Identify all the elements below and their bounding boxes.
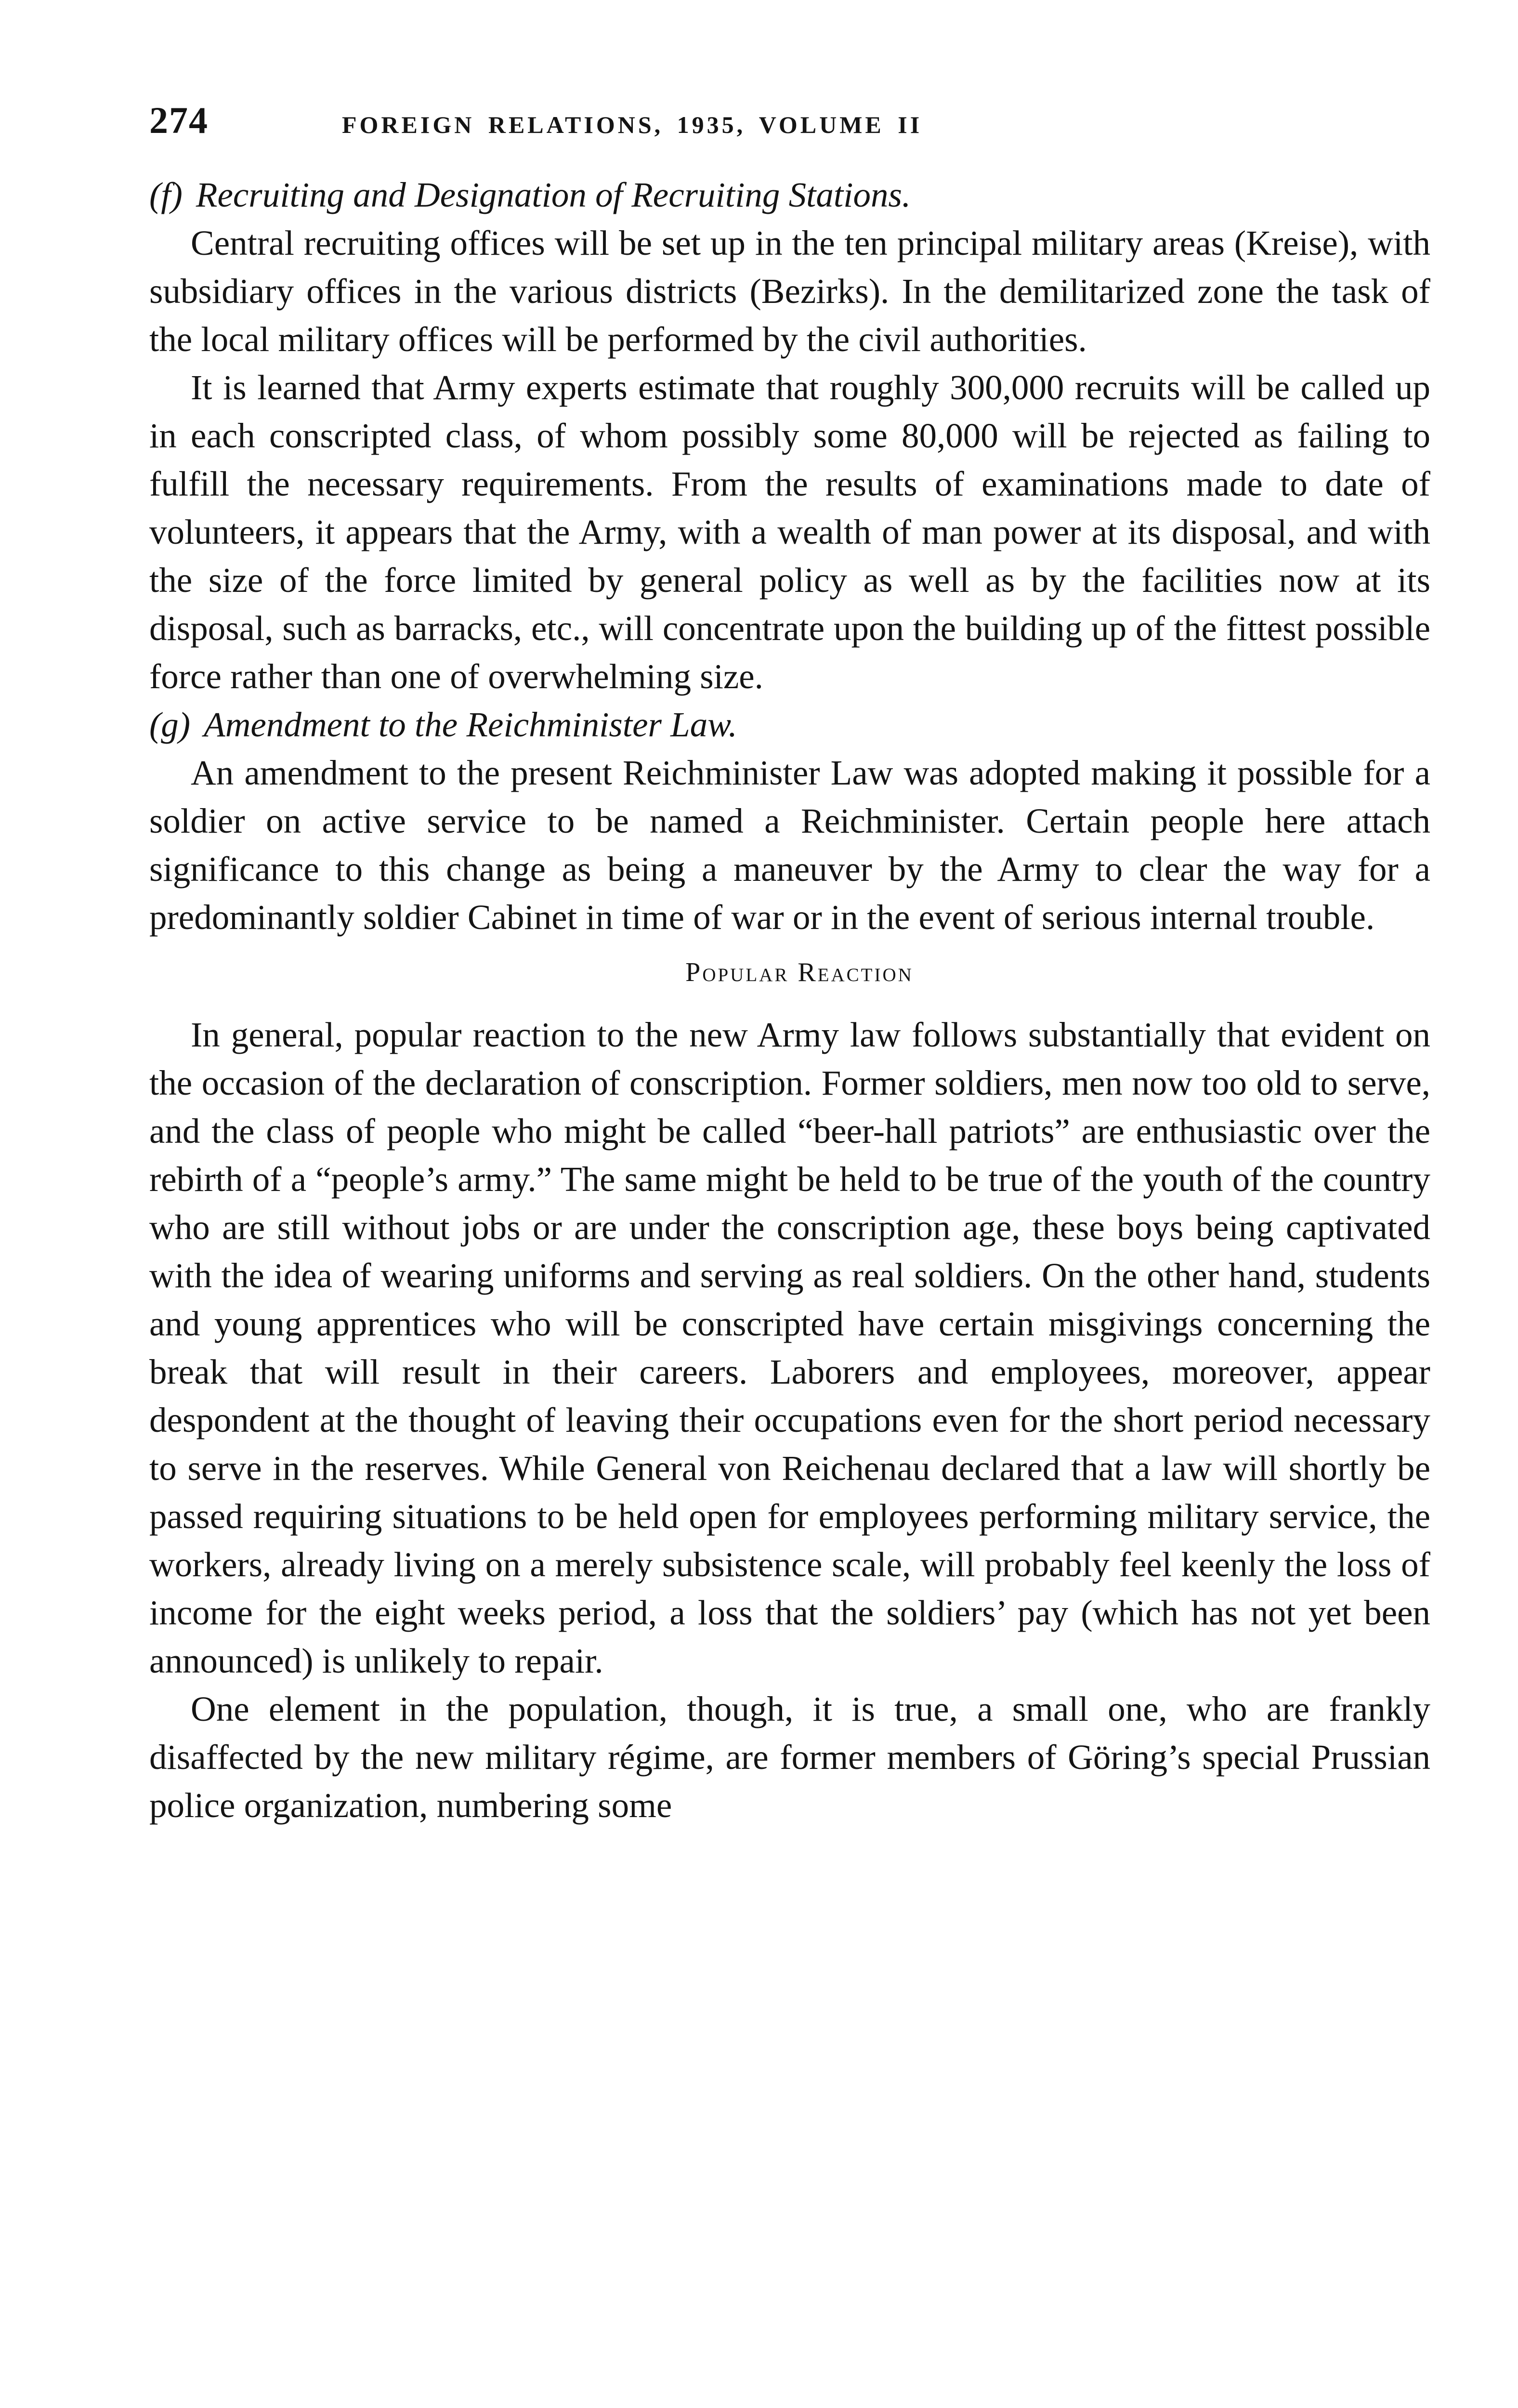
section-g-letter: (g): [149, 705, 191, 744]
paragraph-reichminister-amendment: An amendment to the present Reichminister Law was adopted making it possible for a soldier on active service to be named a Reichminister. Certain people here attach significance to this change as being a maneuver by the Army to clear the way for a predominantly soldier Cabinet in time of war or in the event of serious internal trouble.: [149, 753, 1430, 937]
paragraph-recruiting-offices: Central recruiting offices will be set up in the ten principal military areas (Kreise), with subsidiary offices in the various districts (Bezirks). In the demilitarized zone the task of the local military offices will be performed by the civil authorities.: [149, 223, 1430, 359]
document-page: [149, 99, 1430, 2408]
section-g-heading: [149, 701, 1430, 749]
running-title: FOREIGN RELATIONS, 1935, VOLUME II: [342, 111, 923, 138]
section-f-letter: (f): [149, 175, 183, 214]
section-f-title: Recruiting and Designation of Recruiting Stations.: [196, 175, 911, 214]
section-f-heading: [149, 171, 1430, 219]
paragraph-recruit-estimates: It is learned that Army experts estimate that roughly 300,000 recruits will be called up in each conscripted class, of whom possibly some 80,000 will be rejected as failing to fulfill the necessary requirements. From the results of examinations made to date of volunteers, it appears that the Army, with a wealth of man power at its disposal, and with the size of the force limited by general policy as well as by the facilities now at its disposal, such as barracks, etc., will concentrate upon the building up of the fittest possible force rather than one of overwhelming size.: [149, 368, 1430, 696]
paragraph-popular-reaction: In general, popular reaction to the new Army law follows substantially that evident on the occasion of the declaration of conscription. Former soldiers, men now too old to serve, and the class of people who might be called “beer-hall patriots” are enthusiastic over the rebirth of a “people’s army.” The same might be held to be true of the youth of the country who are still without jobs or are under the conscription age, these boys being captivated with the idea of wearing uniforms and serving as real soldiers. On the other hand, students and young apprentices who will be conscripted have certain misgivings concerning the break that will result in their careers. Laborers and employees, moreover, appear despondent at the thought of leaving their occupations even for the short period necessary to serve in the reserves. While General von Reichenau declared that a law will shortly be passed requiring situations to be held open for employees performing military service, the workers, already living on a merely subsistence scale, will probably feel keenly the loss of income for the eight weeks period, a loss that the soldiers’ pay (which has not yet been announced) is unlikely to repair.: [149, 1015, 1430, 1680]
popular-reaction-heading: Popular Reaction: [685, 957, 914, 987]
paragraph-disaffected-element: One element in the population, though, it is true, a small one, who are frankly disaffected by the new military régime, are former members of Göring’s special Prussian police organization, numbering some: [149, 1689, 1430, 1825]
section-g-title: Amendment to the Reichminister Law.: [204, 705, 737, 744]
running-header: [149, 99, 1430, 171]
page-number: 274: [149, 99, 209, 141]
